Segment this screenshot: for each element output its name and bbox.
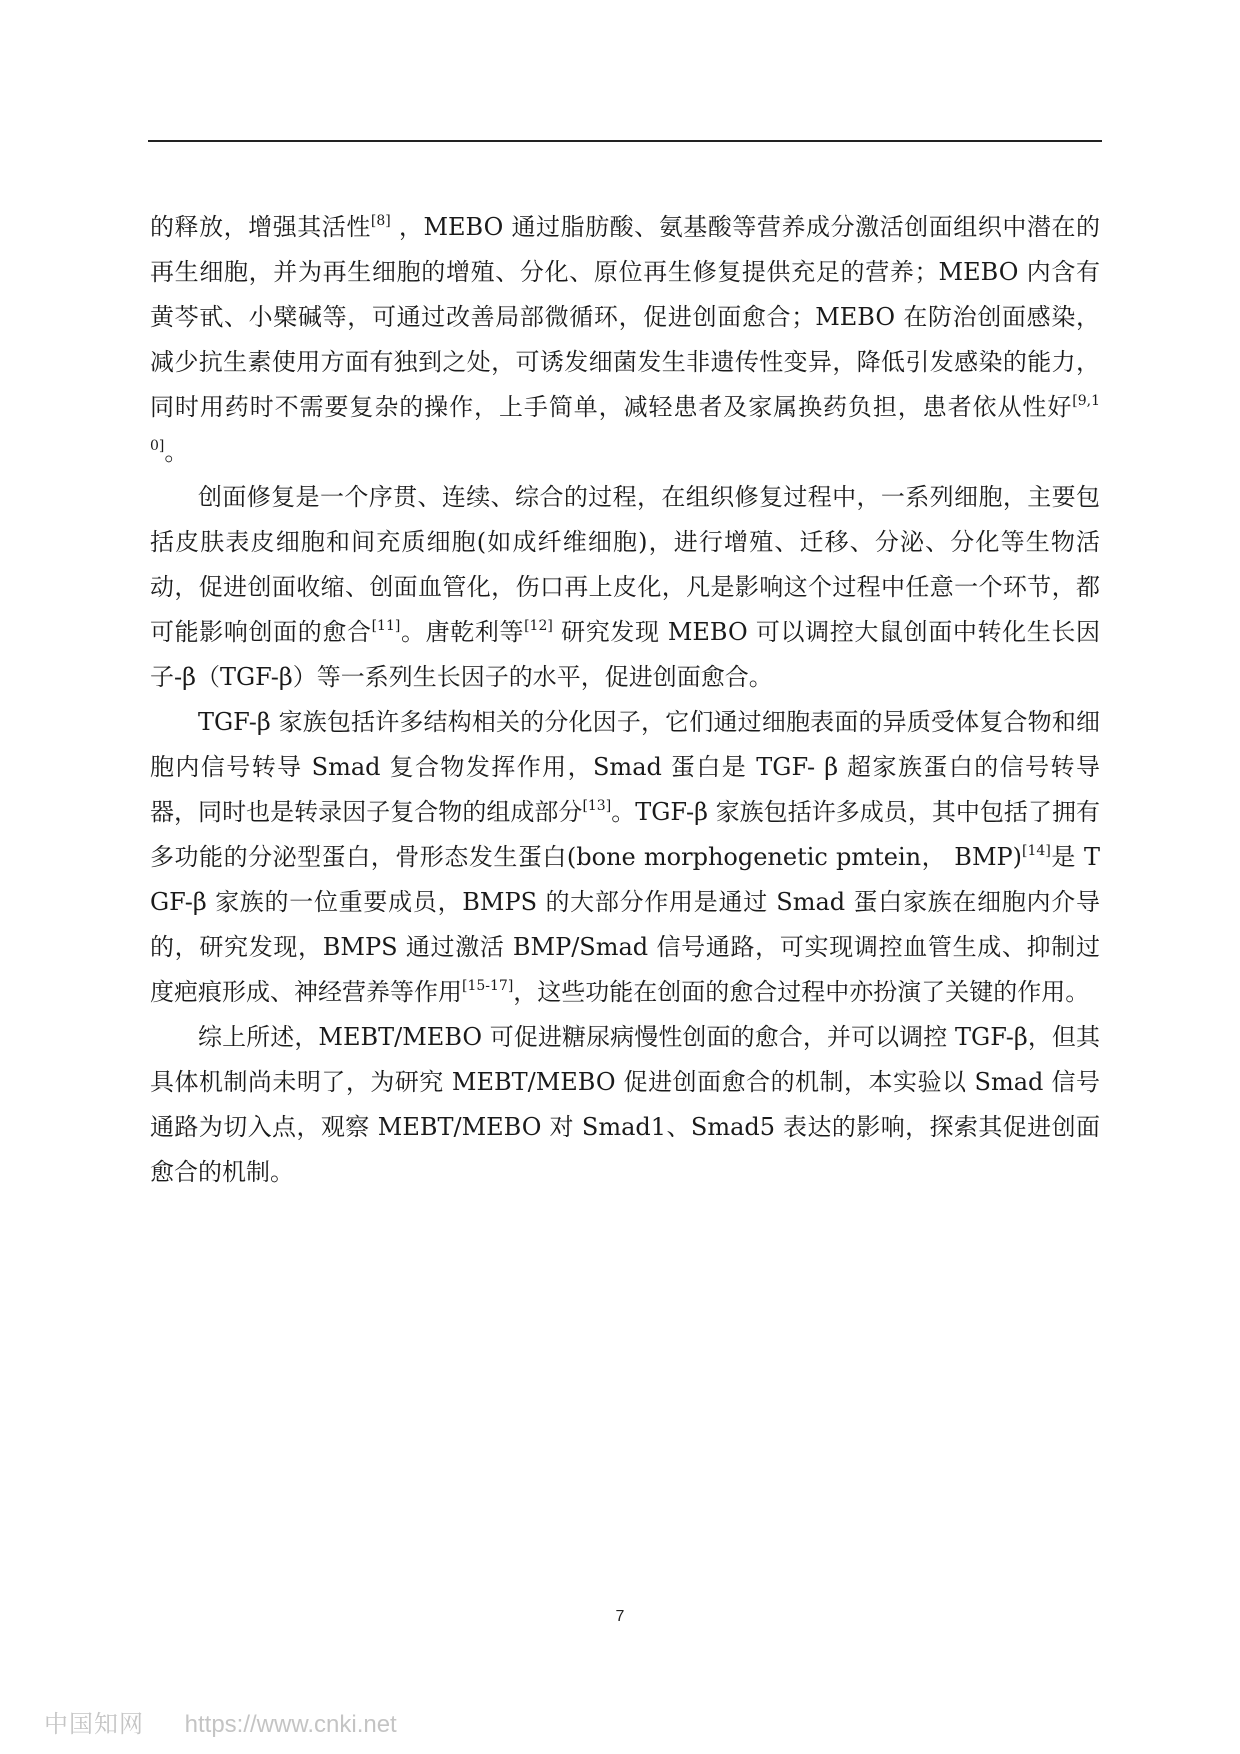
text-run: 综上所述，MEBT/MEBO 可促进糖尿病慢性创面的愈合，并可以调控 TGF-β，但其具体机制尚未明了，为研究 MEBT/MEBO 促进创面愈合的机制，本实验以 Smad 信号通路为切入点，观察 MEBT/MEBO 对 Smad1、Smad5 表达的影响，探索其促进创面愈合的机制。 bbox=[150, 1023, 1100, 1186]
body-text bbox=[150, 205, 1100, 1195]
citation-ref: [13] bbox=[582, 798, 612, 814]
watermark bbox=[44, 1704, 397, 1739]
citation-ref: [11] bbox=[371, 618, 401, 634]
text-run: 的释放，增强其活性 bbox=[150, 213, 371, 241]
watermark-brand: 中国知网 bbox=[44, 1710, 144, 1738]
watermark-url: https://www.cnki.net bbox=[184, 1711, 397, 1738]
text-run: 是 TGF-β 家族的一位重要成员，BMPS 的大部分作用是通过 Smad 蛋白家族在细胞内介导的，研究发现，BMPS 通过激活 BMP/Smad 信号通路，可实现调控血管生成、抑制过度疤痕形成、神经营养等作用 bbox=[150, 843, 1101, 1006]
text-run: 。TGF-β 家族包括许多成员，其中包括了拥有多功能的分泌型蛋白，骨形态发生蛋白(bone morphogenetic pmtein， BMP) bbox=[150, 798, 1100, 871]
text-run: ，MEBO 通过脂肪酸、氨基酸等营养成分激活创面组织中潜在的再生细胞，并为再生细胞的增殖、分化、原位再生修复提供充足的营养；MEBO 内含有黄芩甙、小檗碱等，可通过改善局部微循环，促进创面愈合；MEBO 在防治创面感染，减少抗生素使用方面有独到之处，可诱发细菌发生非遗传性变异，降低引发感染的能力，同时用药时不需要复杂的操作，上手简单，减轻患者及家属换药负担，患者依从性好 bbox=[150, 213, 1101, 421]
text-run: 。 bbox=[164, 438, 189, 466]
text-run: 研究发现 MEBO 可以调控大鼠创面中转化生长因子-β（TGF-β）等一系列生长因子的水平，促进创面愈合。 bbox=[150, 618, 1100, 691]
paragraph bbox=[150, 205, 1100, 475]
citation-ref: [9,10] bbox=[150, 393, 1100, 454]
citation-ref: [8] bbox=[370, 213, 391, 229]
text-run: 。唐乾利等 bbox=[400, 618, 525, 646]
citation-ref: [12] bbox=[524, 618, 553, 634]
text-run: TGF-β 家族包括许多结构相关的分化因子，它们通过细胞表面的异质受体复合物和细胞内信号转导 Smad 复合物发挥作用，Smad 蛋白是 TGF- β 超家族蛋白的信号转导器，同时也是转录因子复合物的组成部分 bbox=[150, 708, 1100, 826]
paragraph bbox=[150, 475, 1100, 700]
paragraph bbox=[150, 1015, 1100, 1195]
header-rule bbox=[148, 140, 1102, 142]
text-run: ，这些功能在创面的愈合过程中亦扮演了关键的作用。 bbox=[513, 978, 1090, 1006]
citation-ref: [14] bbox=[1022, 843, 1051, 859]
citation-ref: [15-17] bbox=[462, 978, 514, 994]
text-run: 创面修复是一个序贯、连续、综合的过程，在组织修复过程中，一系列细胞，主要包括皮肤表皮细胞和间充质细胞(如成纤维细胞)，进行增殖、迁移、分泌、分化等生物活动，促进创面收缩、创面血管化，伤口再上皮化，凡是影响这个过程中任意一个环节，都可能影响创面的愈合 bbox=[150, 483, 1100, 646]
paragraph bbox=[150, 700, 1100, 1015]
page-number: 7 bbox=[615, 1608, 625, 1625]
